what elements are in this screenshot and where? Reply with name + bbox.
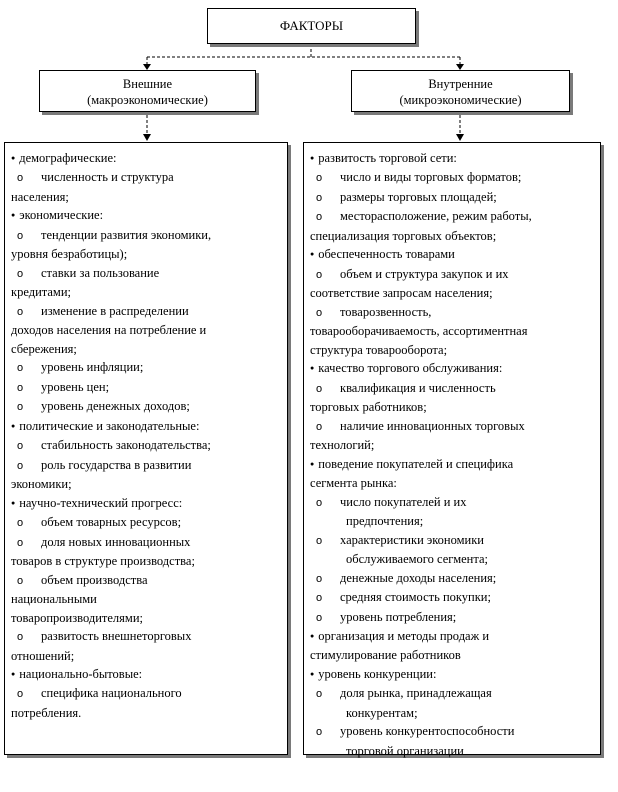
factor-category-text: экономические:: [19, 208, 104, 223]
factor-subitem: [310, 188, 594, 208]
factor-category: [11, 665, 281, 684]
factor-subitem: [11, 456, 281, 476]
subitem-marker: o: [316, 534, 323, 547]
subitem-marker: o: [17, 574, 24, 587]
factor-continuation: доходов населения на потребление и: [11, 323, 207, 338]
factor-subitem-text: доля рынка, принадлежащая: [340, 686, 492, 701]
factor-continuation: населения;: [11, 189, 69, 204]
subitem-marker: o: [17, 688, 24, 701]
internal-factors-list: [303, 142, 601, 758]
factor-category: [11, 206, 281, 225]
subitem-marker: o: [316, 306, 323, 319]
external-header-line2: (макроэкономические): [87, 93, 208, 107]
arrowhead-right-col: [456, 134, 464, 141]
factor-subitem: [11, 358, 281, 378]
subitem-marker: o: [17, 267, 24, 280]
factor-subitem-text: характеристики экономики: [340, 532, 484, 547]
subitem-marker: o: [17, 631, 24, 643]
factor-subitem-text: уровень денежных доходов;: [41, 399, 190, 414]
factor-subitem-text: стабильность законодательства;: [41, 438, 211, 453]
subitem-marker: o: [316, 382, 323, 395]
factor-subitem-text: число покупателей и их: [340, 494, 467, 509]
subitem-marker: o: [17, 536, 24, 549]
factor-subitem-text: уровень цен;: [41, 379, 110, 394]
factor-subitem-text: развитость внешнеторговых: [41, 629, 192, 643]
factor-continuation: торговых работников;: [310, 400, 427, 415]
factor-subitem-text: тенденции развития экономики,: [41, 227, 212, 242]
factor-continuation: потребления.: [11, 705, 82, 720]
factor-continuation: технологий;: [310, 438, 375, 453]
subitem-marker: o: [316, 572, 323, 585]
subitem-marker: o: [316, 191, 323, 204]
factor-subitem: [310, 588, 594, 608]
external-factors-list: [4, 142, 288, 755]
factor-subitem-text: число и виды торговых форматов;: [340, 170, 522, 185]
factor-subitem: [310, 417, 594, 437]
factor-continuation: соответствие запросам населения;: [310, 286, 493, 301]
factor-continuation: отношений;: [11, 648, 75, 663]
factor-subitem: [310, 265, 594, 285]
internal-factors-header: [351, 70, 570, 112]
factor-category-text: политические и законодательные:: [19, 418, 200, 433]
factor-category-text: организация и методы продаж и: [318, 629, 490, 643]
factor-category: [310, 627, 594, 646]
factor-continuation: конкурентам;: [346, 705, 418, 720]
factor-category-text: развитость торговой сети:: [318, 151, 457, 165]
factor-subitem: [11, 627, 281, 647]
factor-subitem: [11, 684, 281, 704]
factor-subitem: [11, 168, 281, 188]
subitem-marker: o: [316, 420, 323, 433]
factor-continuation: сегмента рынка:: [310, 476, 397, 490]
factor-category: [310, 149, 594, 168]
subitem-marker: o: [17, 172, 24, 185]
factor-subitem-text: уровень потребления;: [340, 609, 457, 624]
subitem-marker: o: [17, 401, 24, 414]
factor-category-text: качество торгового обслуживания:: [318, 361, 503, 376]
factor-continuation: товаров в структуре производства;: [11, 554, 195, 568]
factor-subitem: [11, 378, 281, 398]
subitem-marker: o: [316, 211, 323, 224]
internal-header-line1: Внутренние: [428, 77, 493, 91]
factor-category-text: уровень конкуренции:: [318, 666, 437, 681]
factor-subitem: [11, 226, 281, 246]
factor-subitem-text: размеры торговых площадей;: [340, 189, 497, 204]
factor-subitem-text: уровень конкурентоспособности: [340, 724, 515, 739]
factor-category-text: национально-бытовые:: [19, 667, 143, 681]
factor-category: [310, 665, 594, 684]
factor-category: [11, 149, 281, 168]
factor-subitem-text: квалификация и численность: [340, 380, 496, 395]
factor-subitem: [310, 168, 594, 188]
factor-category-text: поведение покупателей и специфика: [318, 456, 514, 471]
subitem-marker: o: [316, 496, 323, 509]
factor-subitem: [11, 436, 281, 456]
factor-subitem-text: роль государства в развитии: [41, 457, 192, 472]
factor-continuation: уровня безработицы);: [11, 247, 128, 262]
factor-subitem: [11, 513, 281, 533]
factor-continuation: обслуживаемого сегмента;: [346, 552, 488, 566]
subitem-marker: o: [17, 440, 24, 453]
factor-subitem-text: численность и структура: [41, 170, 174, 185]
subitem-marker: o: [17, 381, 24, 394]
factor-continuation: национальными: [11, 592, 97, 606]
subitem-marker: o: [316, 726, 323, 739]
factor-subitem-text: денежные доходы населения;: [340, 570, 497, 585]
factor-subitem-text: уровень инфляции;: [41, 360, 144, 375]
subitem-marker: o: [17, 517, 24, 529]
subitem-marker: o: [17, 229, 24, 242]
factor-subitem: [11, 571, 281, 591]
factor-category: [11, 417, 281, 436]
factor-subitem-text: специфика национального: [41, 686, 182, 701]
factor-subitem: [11, 302, 281, 322]
factor-subitem: [310, 531, 594, 551]
factor-category-text: научно-технический прогресс:: [19, 495, 183, 510]
factor-subitem: [310, 379, 594, 399]
subitem-marker: o: [17, 459, 24, 472]
factor-continuation: предпочтения;: [346, 514, 424, 528]
factor-continuation: товарооборачиваемость, ассортиментная: [310, 324, 528, 339]
factor-subitem-text: наличие инновационных торговых: [340, 418, 525, 433]
factor-continuation: сбережения;: [11, 341, 77, 356]
factor-subitem-text: доля новых инновационных: [41, 534, 191, 549]
factor-subitem: [310, 722, 594, 742]
factor-continuation: специализация торговых объектов;: [310, 228, 497, 243]
internal-header-line2: (микроэкономические): [399, 93, 522, 107]
factor-subitem: [11, 533, 281, 553]
factor-subitem-text: объем и структура закупок и их: [340, 266, 509, 281]
factor-subitem: [310, 569, 594, 589]
subitem-marker: o: [316, 688, 323, 701]
factor-subitem: [310, 684, 594, 704]
factor-category: [310, 359, 594, 378]
factor-subitem: [310, 303, 594, 323]
factors-title: ФАКТОРЫ: [279, 18, 344, 33]
factor-category-text: демографические:: [19, 151, 117, 165]
factor-continuation: кредитами;: [11, 285, 71, 300]
factor-category: [310, 245, 594, 264]
external-header-line1: Внешние: [122, 77, 173, 91]
factor-continuation: товаропроизводителями;: [11, 610, 143, 625]
factor-subitem-text: средняя стоимость покупки;: [340, 590, 491, 604]
factor-subitem: [310, 207, 594, 227]
factor-subitem-text: товарозвенность,: [340, 304, 432, 319]
factor-continuation: торговой организации: [346, 743, 464, 758]
factor-subitem-text: ставки за пользование: [41, 265, 160, 280]
subitem-marker: o: [316, 172, 323, 185]
factor-continuation: экономики;: [11, 477, 72, 492]
factors-title-box: [207, 8, 416, 44]
subitem-marker: o: [316, 592, 323, 604]
factor-continuation: стимулирование работников: [310, 648, 461, 663]
factor-category-text: обеспеченность товарами: [318, 247, 455, 262]
subitem-marker: o: [17, 305, 24, 318]
arrowhead-left-col: [143, 134, 151, 141]
factor-subitem-text: объем товарных ресурсов;: [41, 515, 182, 529]
factor-category: [11, 494, 281, 513]
factor-subitem-text: изменение в распределении: [41, 303, 189, 318]
factor-subitem: [11, 264, 281, 284]
external-factors-header: [39, 70, 256, 112]
subitem-marker: o: [316, 268, 323, 281]
factor-subitem: [310, 608, 594, 628]
factor-subitem: [310, 493, 594, 513]
factor-subitem-text: месторасположение, режим работы,: [340, 209, 532, 224]
factor-subitem-text: объем производства: [41, 572, 148, 587]
subitem-marker: o: [17, 362, 24, 375]
factor-subitem: [11, 397, 281, 417]
factor-category: [310, 455, 594, 474]
subitem-marker: o: [316, 611, 323, 624]
factor-continuation: структура товарооборота;: [310, 342, 448, 357]
